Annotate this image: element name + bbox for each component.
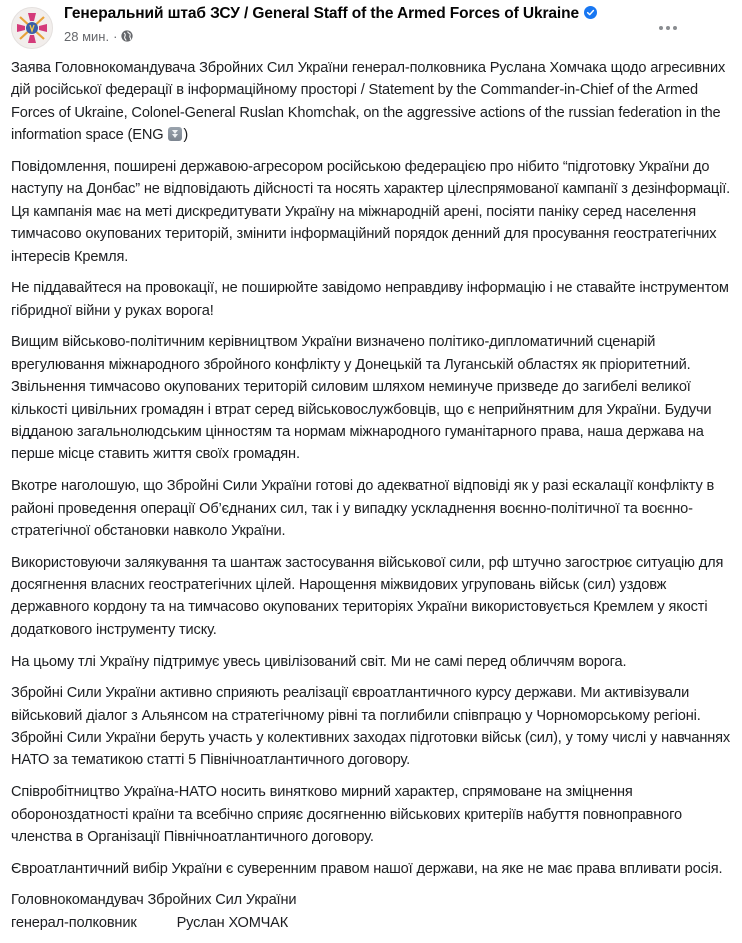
post-header xyxy=(0,0,742,52)
post-paragraph: Євроатлантичний вибір України є суверенним правом нашої держави, на яке не має права впливати росія. xyxy=(11,860,723,877)
signature-rank: генерал-полковник xyxy=(11,914,137,931)
post-paragraph-intro xyxy=(11,57,733,147)
post-paragraph: Вищим військово-політичним керівництвом України визначено політико-дипломатичний сценарій врегулювання міжнародного збройного конфлікту у Донецькій та Луганській областях як пріоритетний. Звільнення тимчасово окупованих територій силовим шляхом неминуче призведе до загибелі великої кількості цивільних громадян і втрат серед військовослужбовців, що є неприйнятним для України. Будучи відданою загальнолюдським цінностям та нормам міжнародного гуманітарного права, наша держава на перше місце ставить життя своїх громадян. xyxy=(11,334,712,463)
armed-forces-emblem-icon xyxy=(12,8,52,48)
more-options-button[interactable] xyxy=(652,18,684,38)
globe-icon[interactable] xyxy=(121,30,133,42)
more-options-dot xyxy=(673,26,677,30)
post-paragraph: Співробітництво Україна-НАТО носить винятково мирний характер, спрямоване на зміцнення обороноздатності країни та всебічно сприяє досягненню військових критеріїв набуття повноправного членства в Організації Північноатлантичного договору. xyxy=(11,784,682,845)
intro-closing: ) xyxy=(183,127,189,144)
more-options-dot xyxy=(659,26,663,30)
author-name-text[interactable]: Генеральний штаб ЗСУ / General Staff of the Armed Forces of Ukraine xyxy=(64,5,580,22)
post-paragraph: Збройні Сили України активно сприяють реалізації євроатлантичного курсу держави. Ми активізували військовий діалог з Альянсом на стратегічному рівні та поглибили співпрацю у Чорноморському регіоні. Збройні Сили України беруть участь у колективних заходах підготовки військ (сил), у тому числі у навчаннях НАТО за тематикою статті 5 Північноатлантичного договору. xyxy=(11,685,731,769)
post-paragraph: Не піддавайтеся на провокації, не поширюйте завідомо неправдиву інформацію і не ставайте інструментом гібридної війни у руках ворога! xyxy=(11,280,729,319)
signature-name: Руслан ХОМЧАК xyxy=(176,914,289,931)
post-meta xyxy=(64,29,133,44)
more-options-dot xyxy=(666,26,670,30)
signature-title: Головнокомандувач Збройних Сил України xyxy=(11,892,297,909)
down-arrow-emoji-icon xyxy=(168,127,182,141)
post-paragraph: На цьому тлі Україну підтримує увесь цивілізований світ. Ми не самі перед обличчям ворога. xyxy=(11,653,627,670)
page-avatar[interactable] xyxy=(11,7,53,49)
author-name[interactable] xyxy=(64,5,597,23)
post-paragraph: Використовуючи залякування та шантаж застосування військової сили, рф штучно загострює ситуацію для досягнення власних геостратегічних цілей. Нарощення міжвидових угруповань військ (сил) уздовж державного кордону та на тимчасово окупованих територіях України використовується Кремлем у якості додаткового інструменту тиску. xyxy=(11,554,724,638)
post-paragraph: Повідомлення, поширені державою-агресором російською федерацією про нібито “підготовку України до наступу на Донбас” не відповідають дійсності та носять характер цілеспрямованої кампанії з дезінформації. Ця кампанія має на меті дискредитувати Україну на міжнародній арені, посіяти паніку серед населення тимчасово окупованих територій, змінити інформаційний порядок денний для просування геостратегічних інтересів Кремля. xyxy=(11,158,731,265)
post-body xyxy=(11,57,733,934)
post-timestamp[interactable]: 28 мин. xyxy=(64,29,110,44)
post-paragraph: Вкотре наголошую, що Збройні Сили України готові до адекватної відповіді як у разі ескалації конфлікту в районі проведення операції Об’єднаних сил, так і у випадку ускладнення воєнно-політичної та воєнно-стратегічної обстановки навколо України. xyxy=(11,478,715,539)
meta-separator: · xyxy=(113,29,118,44)
verified-badge-icon xyxy=(584,6,597,19)
intro-text: Заява Головнокомандувача Збройних Сил України генерал-полковника Руслана Хомчака щодо агресивних дій російської федерації в інформаційному просторі / Statement by the Commander-in-Chief of the Armed Forces of Ukraine, Colonel-General Ruslan Khomchak, on the aggressive actions of the russian federation in the information space (ENG xyxy=(11,60,726,144)
signature xyxy=(11,889,733,934)
